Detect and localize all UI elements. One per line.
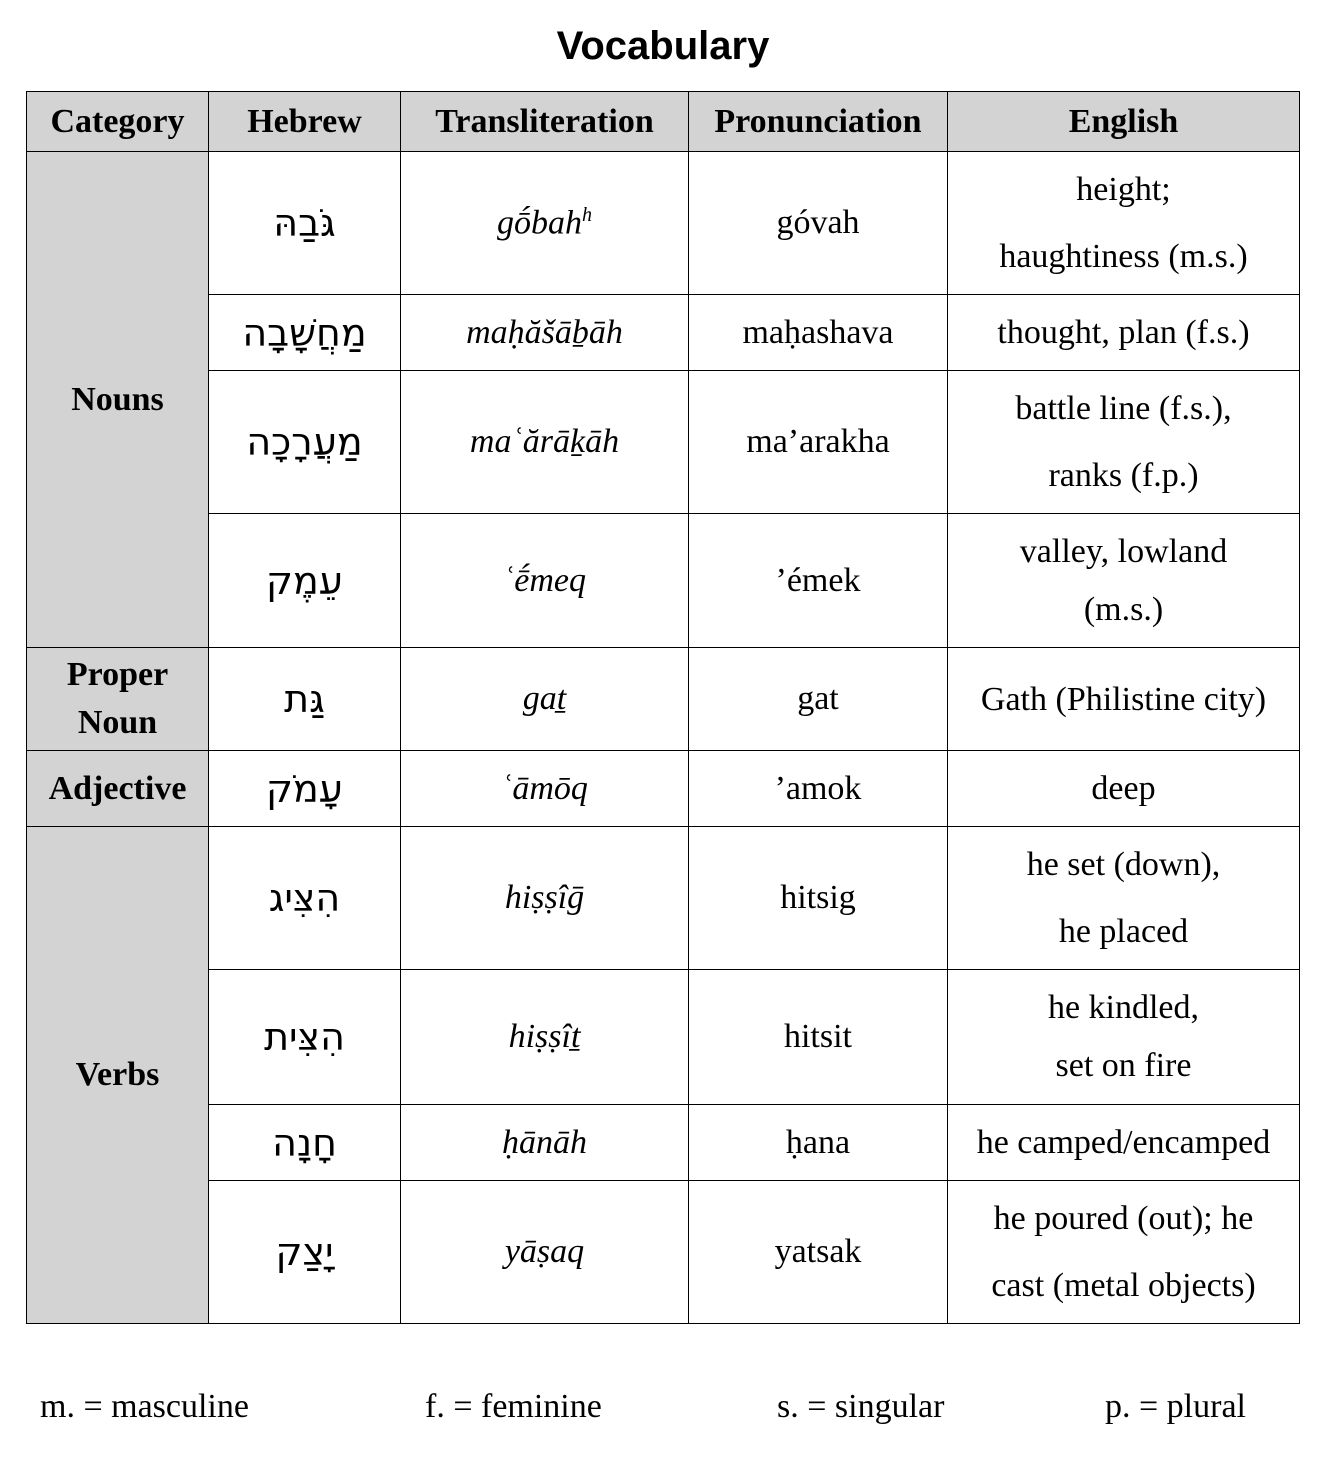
legend-masculine: m. = masculine [40,1388,249,1425]
pronunciation-cell: ’émek [689,514,948,648]
pronunciation-cell: ma’arakha [689,371,948,514]
table-row [27,371,1300,514]
english-line: he set (down), [1026,846,1221,883]
transliteration-cell: hiṣṣîṯ [401,970,689,1105]
english-cell: deep [948,751,1300,827]
page-title: Vocabulary [556,24,770,68]
english-line: cast (metal objects) [991,1267,1256,1304]
transliteration-cell [401,152,689,295]
pronunciation-cell: góvah [689,152,948,295]
header-hebrew: Hebrew [209,92,401,152]
table-row [27,648,1300,751]
category-line: Proper [66,656,169,694]
table-row [27,295,1300,371]
english-cell: he camped/encamped [948,1105,1300,1181]
legend-feminine: f. = feminine [425,1388,602,1425]
english-cell [948,514,1300,648]
table-row [27,970,1300,1105]
category-line: Noun [77,704,158,741]
transliteration-cell: ḥānāh [401,1105,689,1181]
hebrew-cell: הִצִּית [209,970,401,1105]
english-line: (m.s.) [1083,590,1164,628]
english-cell [948,970,1300,1105]
legend-plural: p. = plural [1105,1388,1246,1425]
english-line: he kindled, [1047,989,1200,1026]
english-cell [948,371,1300,514]
hebrew-cell: חָנָה [209,1105,401,1181]
english-line: height; [1076,171,1171,208]
table-row [27,1181,1300,1324]
header-category: Category [27,92,209,152]
hebrew-cell: יָצַק [209,1181,401,1324]
pronunciation-cell: ’amok [689,751,948,827]
transliteration-cell: hiṣṣîḡ [401,827,689,970]
hebrew-cell: הִצִּיג [209,827,401,970]
transliteration-cell: maḥăšāḇāh [401,295,689,371]
transliteration-text: gṓbah [497,204,582,242]
transliteration-cell: gaṯ [401,648,689,751]
header-english: English [948,92,1300,152]
table-row [27,1105,1300,1181]
category-verbs: Verbs [27,827,209,1324]
hebrew-cell: עָמֹק [209,751,401,827]
transliteration-cell: ʿḗmeq [401,514,689,648]
english-line: battle line (f.s.), [1015,390,1232,427]
header-row [27,92,1300,152]
transliteration-superscript: h [582,203,592,226]
english-line: ranks (f.p.) [1048,457,1199,494]
pronunciation-cell: ḥana [689,1105,948,1181]
vocabulary-table [26,91,1300,1324]
header-transliteration: Transliteration [401,92,689,152]
english-cell [948,152,1300,295]
category-proper-noun [27,648,209,751]
english-line: set on fire [1055,1047,1192,1084]
pronunciation-cell: maḥashava [689,295,948,371]
table-row [27,827,1300,970]
hebrew-cell: מַעֲרָכָה [209,371,401,514]
english-line: haughtiness (m.s.) [999,238,1248,275]
pronunciation-cell: yatsak [689,1181,948,1324]
pronunciation-cell: hitsig [689,827,948,970]
english-cell [948,1181,1300,1324]
category-nouns: Nouns [27,152,209,648]
transliteration-cell: yāṣaq [401,1181,689,1324]
hebrew-cell: גַּת [209,648,401,751]
english-cell: thought, plan (f.s.) [948,295,1300,371]
hebrew-cell: גֹּבַהּ [209,152,401,295]
legend-singular: s. = singular [777,1388,945,1425]
english-line: he placed [1058,913,1189,950]
header-pronunciation: Pronunciation [689,92,948,152]
table-row [27,751,1300,827]
hebrew-cell: מַחֲשָׁבָה [209,295,401,371]
english-line: he poured (out); he [993,1200,1254,1237]
table-row [27,152,1300,295]
transliteration-cell: maʿărāḵāh [401,371,689,514]
pronunciation-cell: gat [689,648,948,751]
pronunciation-cell: hitsit [689,970,948,1105]
english-cell [948,827,1300,970]
category-adjective: Adjective [27,751,209,827]
transliteration-cell: ʿāmōq [401,751,689,827]
hebrew-cell: עֵמֶק [209,514,401,648]
table-row [27,514,1300,648]
english-cell: Gath (Philistine city) [948,648,1300,751]
english-line: valley, lowland [1019,532,1228,570]
